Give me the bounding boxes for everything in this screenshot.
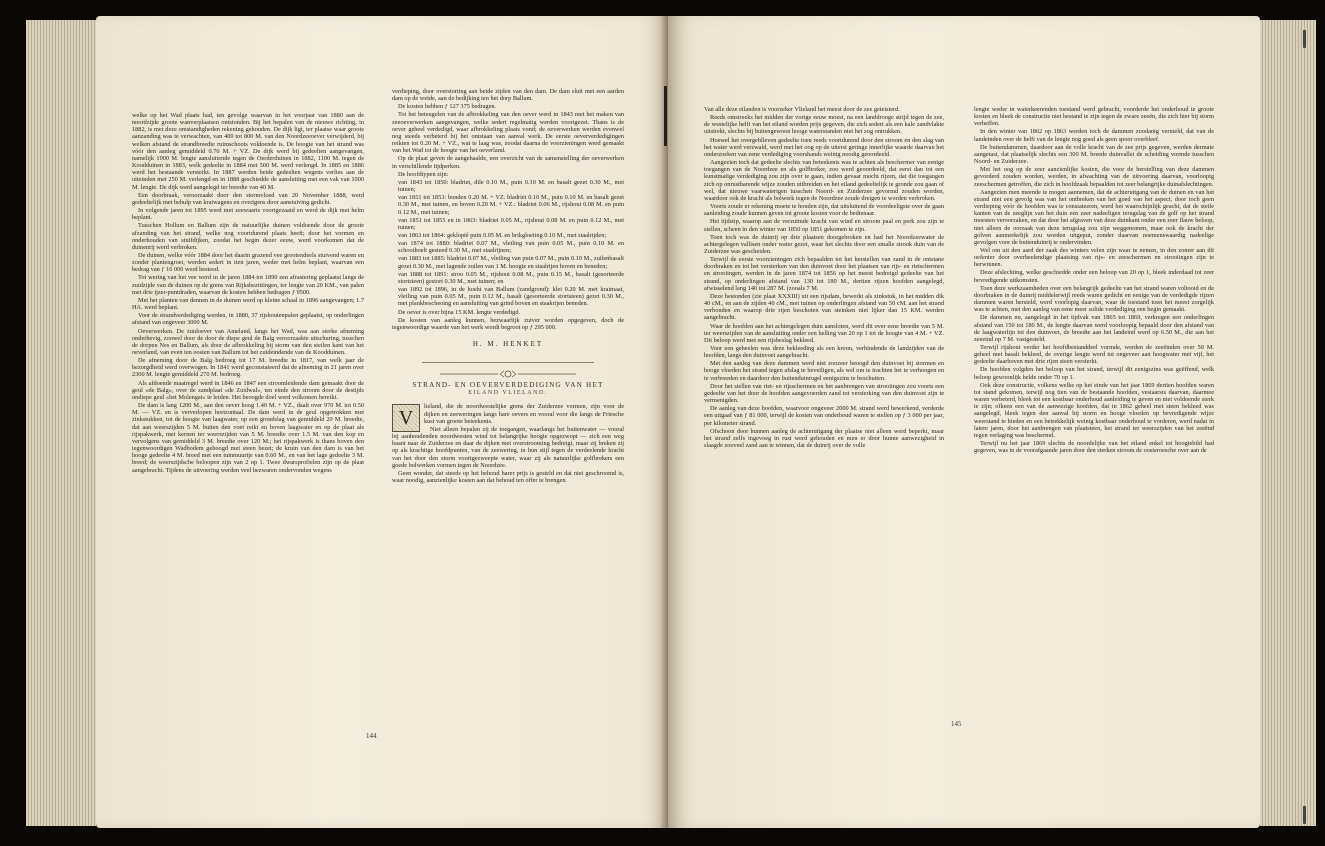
page-number-right: 145 <box>951 720 962 728</box>
paragraph: De dam is lang 1200 M., aan den oever hoog 1.40 M. + VZ., daalt over 970 M. tot 0.50 M. — VZ. en is ververlopen horizontaal. De dam werd in de geul opgetrokken met zinkstukken, tot de hoogte van laagwater, op een grondslag van gemiddeld 20 M. breedte, dat aan weerszijden 5 M. buiten den voet reikt en boven laagwater en op de plaat als rijspakwerk, met kernen ter weerszijden van 5 M. breedte over 1.5 M. van den kop en vervolgens van gemiddeld 3 M. breedte over 120 M.; het rijspakwerk is thans boven den tegenwoordigen Wadbodem gehoogd met steen bezet; de kruin van den dam is van het hooge gedeelte 4 M. breed met een tuinmuurtje van 0.60 M., en van het lage gedeelte 3 M. breed; de weerszijdsche beloopen zijn van 2 op 1. Twee dwarsprofielen zijn op de plaat aangebracht. Tijdens de uitvoering werden veel bezwaren ondervonden wegens <box>132 402 364 474</box>
list-item: van 1863 tot 1864: gekloptè puin 0.05 M. en brikgloeiing 0.10 M., met staalrijden; <box>398 231 607 239</box>
paragraph: verdieping, door overstorting aan beide zijden van den dam. De dam sluit met een aarden dam op de weide, aan de bedijking ten het dorp Ballum. <box>392 88 624 103</box>
paragraph: Ofschoon door hunnen aanleg de achteruitgang der plaatse niet alleen werd beperkt, maar het strand zelfs ingevoeg in rust werd gehouden en men er door hunne aanwezigheid in slaagde zooveel zand aan te winnen, dat de duinrij over de volle <box>704 427 944 450</box>
paragraph: Het tijdstip, waarop aan de verzuimde kracht van wind en stroom paal en perk zou zijn te stellen, scheen in den winter van 1850 op 1851 gekomen te zijn. <box>704 218 944 233</box>
list-item: van 1843 tot 1850: bladriet, dile 0.10 M., puin 0.10 M. en basalt gezet 0.30 M., met tuinen; <box>398 178 624 194</box>
construction-types-list <box>392 179 624 308</box>
list-item: van 1892 tot 1896, in de hoeht van Ballum (zandgrond): klei 0.20 M. met kraimaat, vleiling van puin 0.05 M., puin 0.12 M., basalt (gesorteerde stortsteen) gezet 0.30 M., met plankbescheoing en aansluiting van grind boven en staakrijen beneden. <box>398 286 624 308</box>
left-page <box>96 16 668 828</box>
list-item: van 1874 tot 1880: bladriet 0.07 M., vleiling van puin 0.05 M., puin 0.10 M. en schoothoelt gesteed 0.30 M., met staalrijnen; <box>398 240 624 255</box>
article-title: STRAND- EN OEVERVERDEDIGING VAN HET <box>412 381 604 390</box>
paragraph: Terwijl nu het jaar 1869 slechts de noordelijke van het eiland enkel tot hoogtebild had gegeven, was in de voorafgaande jaren door den sterken stroom de oosteroesche over aan de <box>974 440 1214 455</box>
paragraph: In den winter van 1862 op 1863 werden toch de dammen zoodanig vernield, dat van de landeinden over de helft van de lengte nog goed als geen spoor overbleef. <box>974 128 1214 143</box>
paragraph: Reeds omstreeks het midden der vorige eeuw moest, na een landdrooge strijd tegen de zee, de westelijke helft van het eiland worden prijs gegeven, die zich sedert als een kale zandvlakte uitstrekt, slechts bij buitengewoon hooge waterstanden niet het zog ontrukken. <box>704 114 944 136</box>
paragraph: De oever is over bijna 15 KM. lengte verdedigd. <box>398 308 521 316</box>
paragraph: Niet alleen bepalen zij de toegangen, waarlangs het buitenwater — vooral bij aanhoudenden noordwesten wind tot belangrijke hoogte opgezwopt — zich een weg baant naar de Zuiderzee en daar de dijken met overstrooming bedreigt, maar zij breken zij op als krachtige hoofdpunten, van de zeewering, in hun stijl tegen de verdeelende kracht van het door den storm voortgezweepte water, waar zij als natuurlijke golfbrekers een goede bolwerken vormen tegen de Noordzee. <box>392 425 624 469</box>
paragraph: welke op het Wad plaats had, ten gevolge waarvan in het voorjaar van 1880 aan de noordzijde groote wanverplaatsen ontstonden. Bij het bepalen van de nieuwe richting, in 1882, is met deze omstandigheden rekening gehouden. De dijk ligt, ter plaatse waar groote aanzanding was te verwachten, van 400 tot 800 M. van den Noordzeeoever verwijderd, bij welken afstand de strandbreedte ruimschoots voldoende is. De hoogte van het strand was vóór den aanleg gemiddeld 0.70 M. + VZ. De dijk werd bij gedeelten aangevangen, namelijk 1000 M. lengte aansluitende tegen de Oerderduinen in 1882, 1100 M. tegen de Koodduinen in 1883, welk gedeelte in 1884 met 500 M. werd verlengd. In 1885 en 1886 werd het bestaande versterkt. In 1887 werden beide gedeelten wegens verlies aan de uiteinden met 250 M. verlengd en in 1888 geschiedde de aansluiting met een vak van 1000 M. lengte. De dijk werd aangelegd ter breedte van 40 M. <box>132 112 364 191</box>
paragraph: lieland, die de noordwestelijke grens der Zuiderzee vormen, zijn voor de dijken en zeeweringen langs hare oevers en vooral voor die langs de Friesche kust van groote beteekenis. <box>424 403 624 425</box>
author-signature: H. M. HENKET <box>472 340 544 348</box>
paragraph: Oeverwerken. De zuidoever van Ameland, langs het Wad, was aan sterke afneming onderhevig, zoowel door de door de diepe geul de Balg veroorzaakte uitschuring, tusschen de dorpen Nes en Ballum, als door de afbrokkeling bij storm van den steilen kant van het oeverland, van even ten oosten van Ballum tot het zuideindende van de Koodduinen. <box>132 327 364 356</box>
paragraph: Deze bestonden (zie plaat XXXIII) uit een rijsdam, bewerkt als zinkstuk, in het midden dik 40 cM., en aan de zijden 40 cM., met tuinen op onderlingen afstand van 50 cM. aan het strand verbonden en waarop drie rijen beschoten van steinken niet lijker dan 15 KM. werden aangebracht. <box>704 292 944 322</box>
paragraph: Voor de strandverdediging werden, in 1880, 37 rijshoutenpalen geplaatst, op onderlingen afstand van ongeveer 3000 M. <box>132 312 364 327</box>
left-page-column-1 <box>132 112 364 475</box>
paragraph: Aangezien men meende te mogen aannemen, dat de achteruitgang van de duinen en van het strand niet een gevolg was van het ontbreken van het goed van het aspect, door toch geen verdieping vóór de hoofden was te constateeren, werd het waarschijnlijk geacht, dat de steile kanten van de zeeglijn van het duin een zeer nadeeligen terugslag van de golf op het strand moesten veroorzaken, en dat door het afgraven van deze duinkant onder een zeer flauw beloop, niet alleen de oorzaak van deze terugslag zou zijn weggenomen, maar ook de kracht der golven aanmerkelijk zou worden uitgeput, zonder daarvan noemenswaardig nadeelige gevolgen voor de buitenduinrij te ondervinden. <box>974 188 1214 246</box>
left-page-column-2 <box>392 88 624 485</box>
right-page-column-1 <box>704 106 944 450</box>
paragraph: Terwijl rijshout verder het hoofdbestanddeel vormde, werden de zeeëinden over 50 M. geheel met basalt bekleed, de overige lengte werd tot ongeveer aan hoogwater met vijf, het gedeelte daarboven met drie rijen steen versterkt. <box>974 344 1214 366</box>
paragraph: Als afdoende maatregel werd in 1846 en 1847 een stroomleidende dam gemaakt door de geul «de Balg», over de zandplaat «de Zuidwal», ten einde den stroom door de destijds ondiepe geul «het Molengat» te leiden. Het beoogde doel werd volkomen bereikt. <box>132 379 364 401</box>
paragraph: Toen deze werkzaamheden over een belangrijk gedeelte van het strand waren voltooid en de doorbraken in de duinrij middelerwijl reeds waren gedicht en eenige van de verdedigde rijzen dammen waren hersteld, werd voorlopig daarvan, waar de toestand toen het meest zorgelijk was te achten, met den aanleg van eene meer solide verdediging een begin gemaakt. <box>974 284 1214 314</box>
paragraph: De buitendammen, daardoor aan de volle kracht van de zee prijs gegeven, werden dermate aangetast, dat plaatselijk slechts een 300 M. breede duinvallei de scheiding vormde tusschen Noord- en Zuiderzee. <box>974 143 1214 166</box>
paragraph: Met den aanleg van deze dammen werd niet zoozeer beoogd den duinvoet bij stormen en hooge vloeden het strand tegen afslag te beveiligen, als wel om te trachten het te verhoogen en te verbreeden en daardoor den buitenduinrugel eenigszins te beschutten. <box>704 360 944 382</box>
article-subtitle: EILAND VLIELAND. <box>468 390 548 397</box>
paragraph: Wel om uit den aard der zaak des winters velen zijn waar te nemen, in den zomer aan dit oefenter door overbeelendige plaatsing van rijs- en zeeschermen en strooiingen zijn te herwinnen. <box>974 246 1214 269</box>
paragraph: Aangezien toch dat gedeelte slechts van beteekenis was te achten als beschermer van eenige toegangen van de Noordzee en als golfbreker, zoo werd geoordeeld, dat eerst dan tot een kunstmatige verdediging zou zijn over te gaan, indien gevaar mocht rijzen, dat die toegangen zich op onrustbarende wijze zouden uitbreiden en het eiland gedeeltelijk te gronde zou gaan of wel, dat nieuwe vaarwaterigen tusschen Noord- en Zuiderzee gevormd zouden worden, waardoor ook de kracht als bolwerk tegen de Noordzee zoude dreigen te worden verbroken. <box>704 159 944 202</box>
headpiece-ornament-icon <box>392 369 624 379</box>
paragraph: De kosten hebben ƒ 127 375 bedragen. <box>398 103 497 111</box>
list-item: van 1851 tot 1853: bonden 0.20 M. + VZ. bladriet 0.10 M., puin 0.10 M. en basalt gezet 0.30 M., met tuinen, en boven 0.20 M. + VZ.: bladriet 0.06 M., rijshout 0.08 M. en puin 0.12 M., met tuinen; <box>398 194 624 216</box>
paragraph: Deze afslechting, welke geschiedde onder een beloop van 20 op 1, bleek inderdaad tot zeer bevredigende uitkomsten. <box>974 269 1214 284</box>
paragraph: Van alle deze eilanden is voorzeker Vlieland het meest door de zee geteisterd. <box>704 106 900 113</box>
paragraph: De hoofdtypen zijn: <box>398 170 449 178</box>
list-item: van 1851 tot 1855 en in 1863: bladriet 0.05 M., rijshout 0.08 M. en puin 0.12 M., met tuinen; <box>398 216 624 231</box>
paragraph: In volgende jaren tot 1895 werd met zeewaarts voortgezaaid en werd de dijk met helm beplant. <box>132 207 364 222</box>
binding-clip-top-icon <box>1303 30 1306 48</box>
divider <box>422 362 594 363</box>
list-item: van 1883 tot 1885: bladriet 0.07 M., vleiling van puin 0.07 M., puin 0.10 M., zuilenbasalt gezet 0.30 M., met lagende zuilen van 1 M. hoogte en staalrijen boven en beneden; <box>398 255 624 270</box>
paragraph: De afneming door de Balg bedroeg tot 17 M. breedte in 1817, van welk jaar de bezorgdheid werd overwogen. In 1841 werd geconstateerd dat de afneming in 21 jaren over 2300 M. lengte gemiddeld 270 M. bedroeg. <box>132 357 364 379</box>
paragraph: Waar de hoofden aan het achtergelegen duin aansloten, werd dit over eene breedte van 5 M. ter weerszijden van de aansluiting onder een helling van 20 op 1 tot de hoogte van 4 M. + VZ. Dit beloop werd met een rijsbeslag bekleed. <box>704 322 944 344</box>
binding-clip-bottom-icon <box>1303 806 1306 824</box>
paragraph: Met het oog op de zeer aanzienlijke kosten, die voor de herstelling van deze dammen gevorderd zouden worden, werden, in afwachting van de uitvoering daarvan, voorloopig zeeschermen getroffen, die zich in hoofdzaak bepaalden tot zeer belangrijke duinafslechtingen. <box>974 166 1214 188</box>
list-item: van 1888 tot 1891: stroo 0.05 M., rijshout 0.08 M., puin 0.15 M., basalt (gesorteerde stortsteen) gestort 0.30 M., met tuinen; en <box>398 270 624 285</box>
paragraph: De aanleg van deze hoofden, waarvoor ongeveer 2000 M. strand werd bewerkend, verderde een uitgaaf van ƒ 81 000, terwijl de kosten van onderhoud waren te stellen op ƒ 3 000 per jaar, per kilometer strand. <box>704 405 944 427</box>
paragraph: De dammen nu, aangelegd in het tijdvak van 1865 tot 1869, verkregen een onderlingen afstand van 150 tot 180 M., de lengte daarvan werd voorloopig bepaald door den afstand van de laagwaterlijn tot den duinvoet, de breedte aan het landeind werd op 6.50 M., die aan het zeeeind op 7 M. vastgesteld. <box>974 314 1214 343</box>
page-block-right-edge <box>1260 20 1316 826</box>
paragraph: Tusschen Hollum en Ballum zijn de natuurlijke duinen voldoende door de groote afzanding van het strand, welke nog voortdurend plaats heeft; door het vormen en onderhouden van stuifdijken, zoodat het begin dezer eeuw, werd voorkomen dat de duinenrij werd verbroken. <box>132 222 364 251</box>
paragraph: Tot wering van het vee werd in de jaren 1884 tot 1890 een afrastering geplaatst langs de zuidzijde van de duinen op de grens van Rijksbezittingen, ter lengte van 20 KM., van palen met drie ijzer-puntdraden, waarvan de kosten hebben bedragen ƒ 9500. <box>132 274 364 296</box>
paragraph: Op de plaat geven de aangehaalde, een overzicht van de samenstelling der oeverwerken in verschillende tijdperken. <box>392 155 624 170</box>
paragraph: Hoewel het overgeblleven gedeelte toen reeds voortdurend door den stroom en den slag van het water werd verzwald, werd met het oog op de uiterst geringe innerlijke waarde daarvan het onderzoeken van eene verdediging voorshands weinig noodig geoordeeld. <box>704 136 944 158</box>
paragraph: De hoofden volgden het beloop van het strand, terwijl dit eenigszins was geëffend, welk beloop gewoonlijk helde onder 70 op 1. <box>974 366 1214 381</box>
paragraph: Door het stellen van riet- en rijsschermen en het aanbrengen van strooiingen zou voorts een gedeelte van het door de hoofden aangevoerden zand tot versterking van den duinvoet zijn te vermenigden. <box>704 382 944 405</box>
paragraph: De kosten van aanleg kunnen, bezwaarlijk zuiver worden opgegeven, doch de tegenwoordige waarde van het werk wordt begroot op ƒ 295 000. <box>392 316 624 331</box>
paragraph: Ook deze constructie, volkens welke op het einde van het jaar 1869 dertien hoofden waren tot stand gekomen, terwijl nog tien van de bestaande hoofden, vestaarsts daarvan, daarmee waren verbeterd, bleek tot een kostbaar onderhoud aanleiding te geven en niet voldoende sterk te zijn; ofkeen een van de aanwezige hoofden, dat in 1862 geheel met steen bekleed was aangelegd, bleek tegen den aanval bij storm en hooge vloeden op bevredigende wijze weerstand te bieden en een betrekkelijk weinig kostbaar onderhoud te vorderen, werd nadat in latere jaren, door het aanbrengen van plaatsteen, het strand ter weerszijden van het zeeënd tegen verlaging was beschermd. <box>974 381 1214 439</box>
right-page-column-2 <box>974 106 1214 455</box>
paragraph: lengte weder in waterkeerenden toestand werd gebracht, voorderde het onderhoud te groote kosten en bleek de constructie niet bestand te zijn tegen de zware zeeën, die zich hier bij storm verheffen. <box>974 106 1214 128</box>
paragraph: Geen wonder, dat steeds op het behoud harer prijs is gesteld en dat niet geschroomd is, waar noodig, aanzienlijke kosten aan dat behoud ten offer te brengen. <box>392 469 624 485</box>
page-block-left-edge <box>26 20 96 826</box>
bookmark-ribbon-icon <box>664 86 667 146</box>
paragraph: Een doorbraak, veroorzaakt door den stormvloed van 20 November 1888, werd gedeeltelijk met behulp van kraiwagens en overigens door aanstuiving gedicht. <box>132 191 364 206</box>
paragraph: Voorts zoude er rekening moete te houden zijn, dat uitsluitend de voordeeligste over de gaan aanleiding zoude kunnen geven tot groote kosten voor de bedienaar. <box>704 203 944 218</box>
paragraph: Voor een geheelen was deze bekleeding als een kroon, verbindende de landzijden van de hoofden, langs den duinvoet aangebracht. <box>704 345 944 360</box>
paragraph: Toen toch was de duinrij op drie plaatsen doorgebroken en had het Noordzeewater de achtergelegen vallisen onder water gezet, waar het slechts door een smalle strook duin van de Zuiderzee was gescheiden. <box>704 233 944 255</box>
paragraph: Tot het beteugelen van de afbrokkeling van den oever werd in 1843 met het maken van zeeoeverwerken aangevangen, welke sedert regelmatig werden voortgezet. Thans is de oever geheel verdedigd, waar afbrokkeling plaats vond; de oeverwerken werden evenwel nog steeds verbeterd bij het ontstaan van aanval werk. De eerste oeververdedigingen reikten tot 0.20 M. + VZ., wat te laag was, zoodat daarna de voorzieningen werd gemaakt van het Wad tot de hoogte van het oeverland. <box>392 111 624 155</box>
right-page <box>668 16 1260 828</box>
page-number-left: 144 <box>366 732 377 740</box>
paragraph: De duinen, welke vóór 1884 door het daarin grazend vee grootendeels stuivend waren en zonder plantengroei, werden sedert in tien jaren, weder met helm beplant, waarvan een bedrag van ƒ 16 000 werd besteed. <box>132 251 364 274</box>
decorated-initial: V <box>392 404 420 432</box>
paragraph: Met het planten van dennen in de duinen werd op kleine schaal in 1896 aangevangen; 1.7 HA. werd beplant. <box>132 296 364 312</box>
paragraph: Terwijl de eerste voorzieningen zich bepaalden tot het herstellen van zand in de ontstane doorbraken en tot het versterken van den duinvoet door het plaatsen van rijs- en rietschermen en strooiingen, werden in de jaren 1874 tot 1856 op het meest bedreigd gedeelte van het strand, op onderlingen afstand van 130 tot 180 M., dertien rijzen hoofden aangelegd, afwisselend lang 140 tot 287 M. (zooals 7 M. <box>704 256 944 292</box>
